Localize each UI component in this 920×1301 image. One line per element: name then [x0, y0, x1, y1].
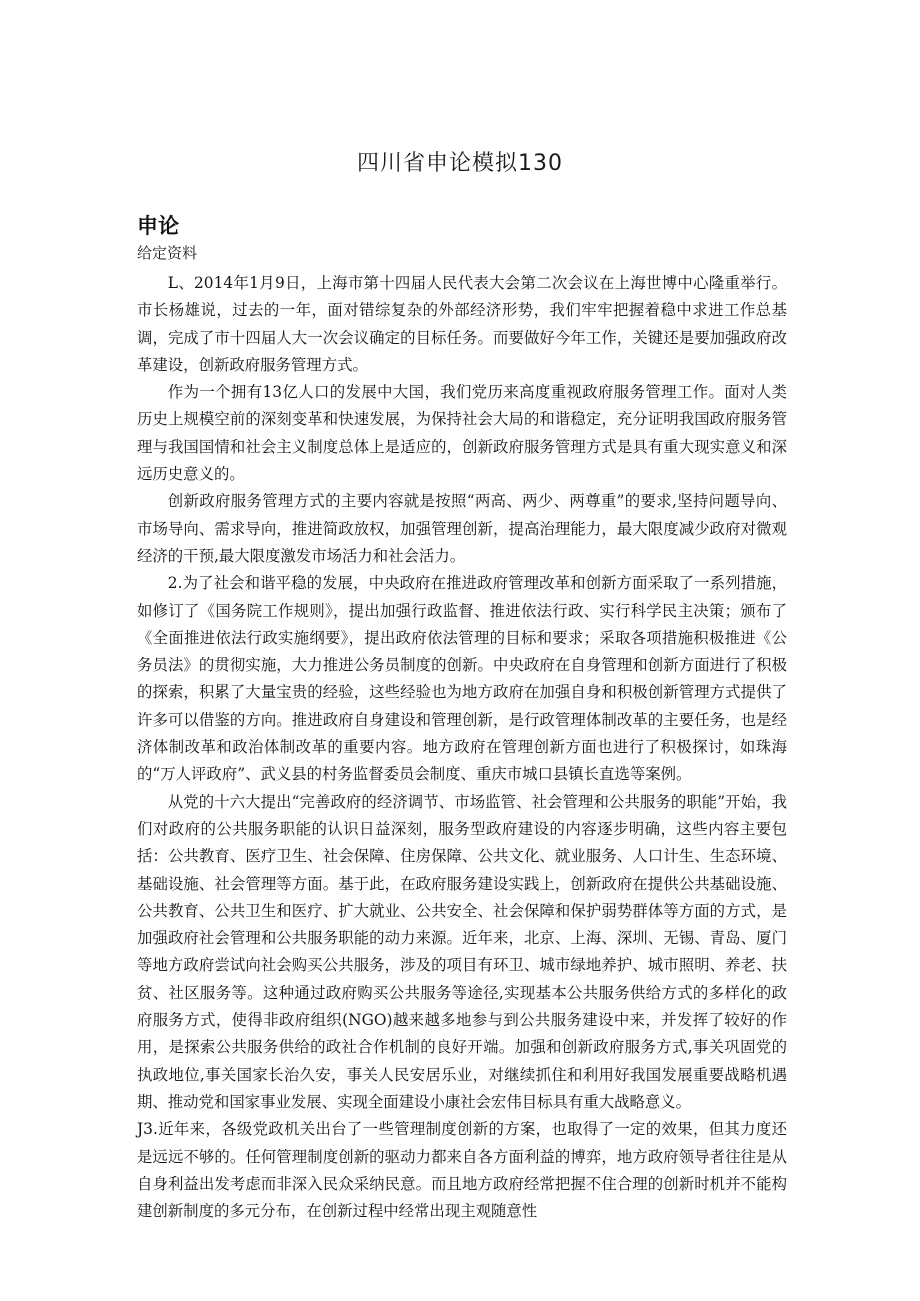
paragraph-5: 从党的十六大提出“完善政府的经济调节、市场监管、社会管理和公共服务的职能”开始，我们对政府的公共服务职能的认识日益深刻，服务型政府建设的内容逐步明确，这些内容主要包括：公共教育、医疗卫生、社会保障、住房保障、公共文化、就业服务、人口计生、生态环境、基础设施、社会管理等方面。基于此，在政府服务建设实践上，创新政府在提供公共基础设施、公共教育、公共卫生和医疗、扩大就业、公共安全、社会保障和保护弱势群体等方面的方式，是加强政府社会管理和公共服务职能的动力来源。近年来，北京、上海、深圳、无锡、青岛、厦门等地方政府尝试向社会购买公共服务，涉及的项目有环卫、城市绿地养护、城市照明、养老、扶贫、社区服务等。这种通过政府购买公共服务等途径,实现基本公共服务供给方式的多样化的政府服务方式，使得非政府组织(NGO)越来越多地参与到公共服务建设中来，并发挥了较好的作用，是探索公共服务供给的政社合作机制的良好开端。加强和创新政府服务方式,事关巩固党的执政地位,事关国家长治久安，事关人民安居乐业，对继续抓住和利用好我国发展重要战略机遇期、推动党和国家事业发展、实现全面建设小康社会宏伟目标具有重大战略意义。	[137, 792, 787, 1111]
document-title: 四川省申论模拟130	[357, 151, 563, 176]
paragraph-3: 创新政府服务管理方式的主要内容就是按照“两高、两少、两尊重”的要求,坚持问题导向、市场导向、需求导向，推进简政放权，加强管理创新，提高治理能力，最大限度减少政府对微观经济的干预,最大限度激发市场活力和社会活力。	[137, 492, 787, 565]
material-body	[137, 270, 787, 1225]
paragraph-1: L、2014年1月9日，上海市第十四届人民代表大会第二次会议在上海世博中心隆重举行。市长杨雄说，过去的一年，面对错综复杂的外部经济形势，我们牢牢把握着稳中求进工作总基调，完成了市十四届人大一次会议确定的目标任务。而要做好今年工作，关键还是要加强政府改革建设，创新政府服务管理方式。	[137, 274, 787, 374]
paragraph-4: 2.为了社会和谐平稳的发展，中央政府在推进政府管理改革和创新方面采取了一系列措施，如修订了《国务院工作规则》，提出加强行政监督、推进依法行政、实行科学民主决策；颁布了《全面推进依法行政实施纲要》，提出政府依法管理的目标和要求；采取各项措施积极推进《公务员法》的贯彻实施，大力推进公务员制度的创新。中央政府在自身管理和创新方面进行了积极的探索，积累了大量宝贵的经验，这些经验也为地方政府在加强自身和积极创新管理方式提供了许多可以借鉴的方向。推进政府自身建设和管理创新，是行政管理体制改革的主要任务，也是经济体制改革和政治体制改革的重要内容。地方政府在管理创新方面也进行了积极探讨，如珠海的“万人评政府”、武义县的村务监督委员会制度、重庆市城口县镇长直选等案例。	[137, 574, 787, 784]
subsection-heading: 给定资料	[137, 244, 198, 262]
section-heading: 申论	[137, 214, 179, 238]
paragraph-6: J3.近年来，各级党政机关出台了一些管理制度创新的方案，也取得了一定的效果，但其力度还是远远不够的。任何管理制度创新的驱动力都来自各方面利益的博弈，地方政府领导者往往是从自身利益出发考虑而非深入民众采纳民意。而且地方政府经常把握不住合理的创新时机并不能构建创新制度的多元分布，在创新过程中经常出现主观随意性	[137, 1120, 787, 1221]
paragraph-2: 作为一个拥有13亿人口的发展中大国，我们党历来高度重视政府服务管理工作。面对人类历史上规模空前的深刻变革和快速发展，为保持社会大局的和谐稳定，充分证明我国政府服务管理与我国国情和社会主义制度总体上是适应的，创新政府服务管理方式是具有重大现实意义和深远历史意义的。	[137, 383, 787, 484]
